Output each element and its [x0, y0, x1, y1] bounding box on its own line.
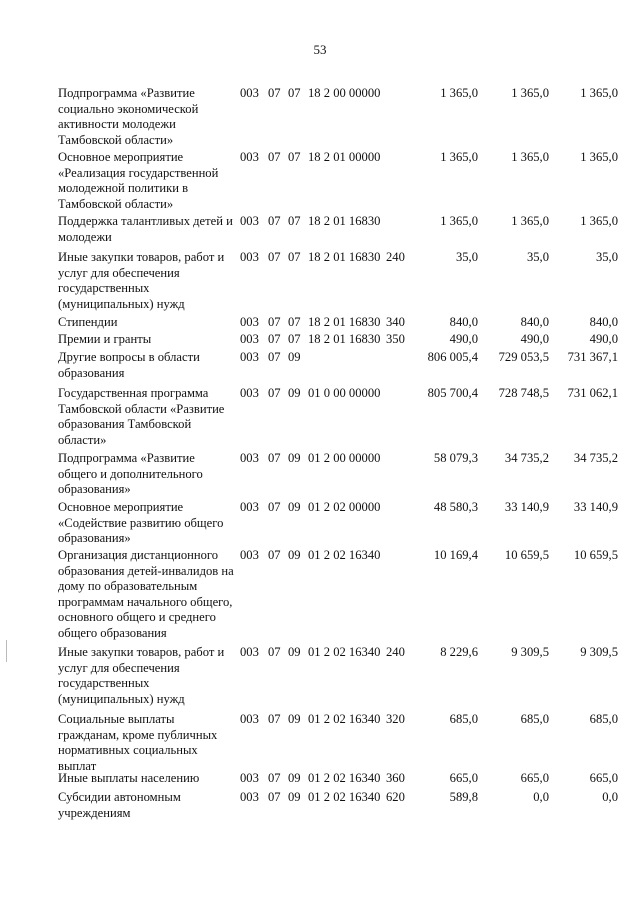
- section-code: 07: [268, 771, 281, 785]
- section-code: 07: [268, 451, 281, 465]
- subsection-code: 09: [288, 548, 301, 562]
- amount-year-2: 33 140,9: [504, 500, 549, 514]
- expense-type-code: 620: [386, 790, 405, 804]
- target-article-code: 01 2 02 16340: [308, 771, 381, 785]
- amount-year-3: 490,0: [589, 332, 618, 346]
- ved-code: 003: [240, 332, 259, 346]
- amount-year-1: 1 365,0: [440, 150, 478, 164]
- section-code: 07: [268, 386, 281, 400]
- amount-year-3: 33 140,9: [573, 500, 618, 514]
- subsection-code: 09: [288, 771, 301, 785]
- amount-year-2: 490,0: [520, 332, 549, 346]
- amount-year-2: 35,0: [526, 250, 549, 264]
- subsection-code: 07: [288, 250, 301, 264]
- subsection-code: 09: [288, 500, 301, 514]
- amount-year-2: 665,0: [520, 771, 549, 785]
- section-code: 07: [268, 86, 281, 100]
- amount-year-2: 9 309,5: [511, 645, 549, 659]
- amount-year-3: 685,0: [589, 712, 618, 726]
- amount-year-1: 35,0: [455, 250, 478, 264]
- amount-year-3: 731 367,1: [567, 350, 618, 364]
- row-name: Иные закупки товаров, работ и услуг для обеспечения государственных (муниципальных) нужд: [58, 645, 225, 706]
- amount-year-2: 10 659,5: [504, 548, 549, 562]
- target-article-code: 01 2 02 00000: [308, 500, 381, 514]
- section-code: 07: [268, 315, 281, 329]
- section-code: 07: [268, 500, 281, 514]
- row-name: Иные выплаты населению: [58, 771, 200, 785]
- amount-year-3: 665,0: [589, 771, 618, 785]
- amount-year-2: 685,0: [520, 712, 549, 726]
- target-article-code: 01 2 02 16340: [308, 790, 381, 804]
- section-code: 07: [268, 350, 281, 364]
- row-name: Основное мероприятие «Реализация государственной молодежной политики в Тамбовской области»: [58, 150, 219, 211]
- ved-code: 003: [240, 86, 259, 100]
- ved-code: 003: [240, 350, 259, 364]
- amount-year-3: 1 365,0: [580, 86, 618, 100]
- subsection-code: 07: [288, 86, 301, 100]
- target-article-code: 18 2 01 16830: [308, 250, 381, 264]
- subsection-code: 09: [288, 712, 301, 726]
- target-article-code: 18 2 01 16830: [308, 315, 381, 329]
- target-article-code: 18 2 01 00000: [308, 150, 381, 164]
- amount-year-2: 34 735,2: [504, 451, 549, 465]
- expense-type-code: 340: [386, 315, 405, 329]
- section-code: 07: [268, 250, 281, 264]
- row-name: Иные закупки товаров, работ и услуг для обеспечения государственных (муниципальных) нужд: [58, 250, 225, 311]
- page-number: 53: [313, 42, 327, 57]
- ved-code: 003: [240, 451, 259, 465]
- row-name: Другие вопросы в области образования: [58, 350, 200, 380]
- row-name: Поддержка талантливых детей и молодежи: [58, 214, 233, 244]
- scan-edge-mark: [6, 640, 7, 662]
- expense-type-code: 320: [386, 712, 405, 726]
- amount-year-2: 1 365,0: [511, 86, 549, 100]
- subsection-code: 07: [288, 214, 301, 228]
- amount-year-1: 1 365,0: [440, 86, 478, 100]
- section-code: 07: [268, 548, 281, 562]
- target-article-code: 01 2 00 00000: [308, 451, 381, 465]
- amount-year-1: 840,0: [449, 315, 478, 329]
- row-name: Социальные выплаты гражданам, кроме публичных нормативных социальных выплат: [58, 712, 218, 773]
- ved-code: 003: [240, 771, 259, 785]
- row-name: Организация дистанционного образования детей-инвалидов на дому по образовательным программам начального общего, основного общего и среднего общего образования: [58, 548, 234, 640]
- ved-code: 003: [240, 500, 259, 514]
- amount-year-3: 34 735,2: [573, 451, 618, 465]
- amount-year-1: 1 365,0: [440, 214, 478, 228]
- amount-year-1: 8 229,6: [440, 645, 478, 659]
- target-article-code: 18 2 01 16830: [308, 332, 381, 346]
- target-article-code: 18 2 01 16830: [308, 214, 381, 228]
- expense-type-code: 240: [386, 250, 405, 264]
- amount-year-2: 728 748,5: [498, 386, 549, 400]
- amount-year-3: 9 309,5: [580, 645, 618, 659]
- ved-code: 003: [240, 214, 259, 228]
- section-code: 07: [268, 150, 281, 164]
- amount-year-3: 35,0: [595, 250, 618, 264]
- target-article-code: 01 2 02 16340: [308, 712, 381, 726]
- amount-year-1: 58 079,3: [433, 451, 478, 465]
- subsection-code: 09: [288, 386, 301, 400]
- subsection-code: 07: [288, 332, 301, 346]
- subsection-code: 07: [288, 150, 301, 164]
- target-article-code: 01 0 00 00000: [308, 386, 381, 400]
- amount-year-1: 48 580,3: [433, 500, 478, 514]
- amount-year-1: 665,0: [449, 771, 478, 785]
- row-name: Подпрограмма «Развитие социально экономической активности молодежи Тамбовской области»: [58, 86, 199, 147]
- amount-year-3: 840,0: [589, 315, 618, 329]
- amount-year-3: 1 365,0: [580, 150, 618, 164]
- amount-year-2: 840,0: [520, 315, 549, 329]
- amount-year-1: 806 005,4: [427, 350, 478, 364]
- amount-year-3: 731 062,1: [567, 386, 618, 400]
- ved-code: 003: [240, 548, 259, 562]
- row-name: Стипендии: [58, 315, 118, 329]
- amount-year-1: 10 169,4: [433, 548, 478, 562]
- subsection-code: 09: [288, 451, 301, 465]
- section-code: 07: [268, 790, 281, 804]
- amount-year-3: 1 365,0: [580, 214, 618, 228]
- row-name: Государственная программа Тамбовской области «Развитие образования Тамбовской области»: [58, 386, 225, 447]
- expense-type-code: 240: [386, 645, 405, 659]
- ved-code: 003: [240, 150, 259, 164]
- section-code: 07: [268, 712, 281, 726]
- amount-year-2: 1 365,0: [511, 150, 549, 164]
- section-code: 07: [268, 645, 281, 659]
- subsection-code: 07: [288, 315, 301, 329]
- amount-year-1: 589,8: [449, 790, 478, 804]
- ved-code: 003: [240, 645, 259, 659]
- row-name: Основное мероприятие «Содействие развитию общего образования»: [58, 500, 224, 546]
- row-name: Премии и гранты: [58, 332, 152, 346]
- ved-code: 003: [240, 315, 259, 329]
- expense-type-code: 350: [386, 332, 405, 346]
- expense-type-code: 360: [386, 771, 405, 785]
- amount-year-1: 685,0: [449, 712, 478, 726]
- row-name: Подпрограмма «Развитие общего и дополнительного образования»: [58, 451, 203, 497]
- amount-year-2: 0,0: [533, 790, 549, 804]
- amount-year-3: 0,0: [602, 790, 618, 804]
- row-name: Субсидии автономным учреждениям: [58, 790, 181, 820]
- section-code: 07: [268, 214, 281, 228]
- subsection-code: 09: [288, 790, 301, 804]
- ved-code: 003: [240, 790, 259, 804]
- ved-code: 003: [240, 250, 259, 264]
- amount-year-1: 490,0: [449, 332, 478, 346]
- amount-year-1: 805 700,4: [427, 386, 478, 400]
- amount-year-2: 1 365,0: [511, 214, 549, 228]
- section-code: 07: [268, 332, 281, 346]
- target-article-code: 01 2 02 16340: [308, 645, 381, 659]
- amount-year-3: 10 659,5: [573, 548, 618, 562]
- subsection-code: 09: [288, 350, 301, 364]
- ved-code: 003: [240, 712, 259, 726]
- ved-code: 003: [240, 386, 259, 400]
- target-article-code: 01 2 02 16340: [308, 548, 381, 562]
- target-article-code: 18 2 00 00000: [308, 86, 381, 100]
- amount-year-2: 729 053,5: [498, 350, 549, 364]
- subsection-code: 09: [288, 645, 301, 659]
